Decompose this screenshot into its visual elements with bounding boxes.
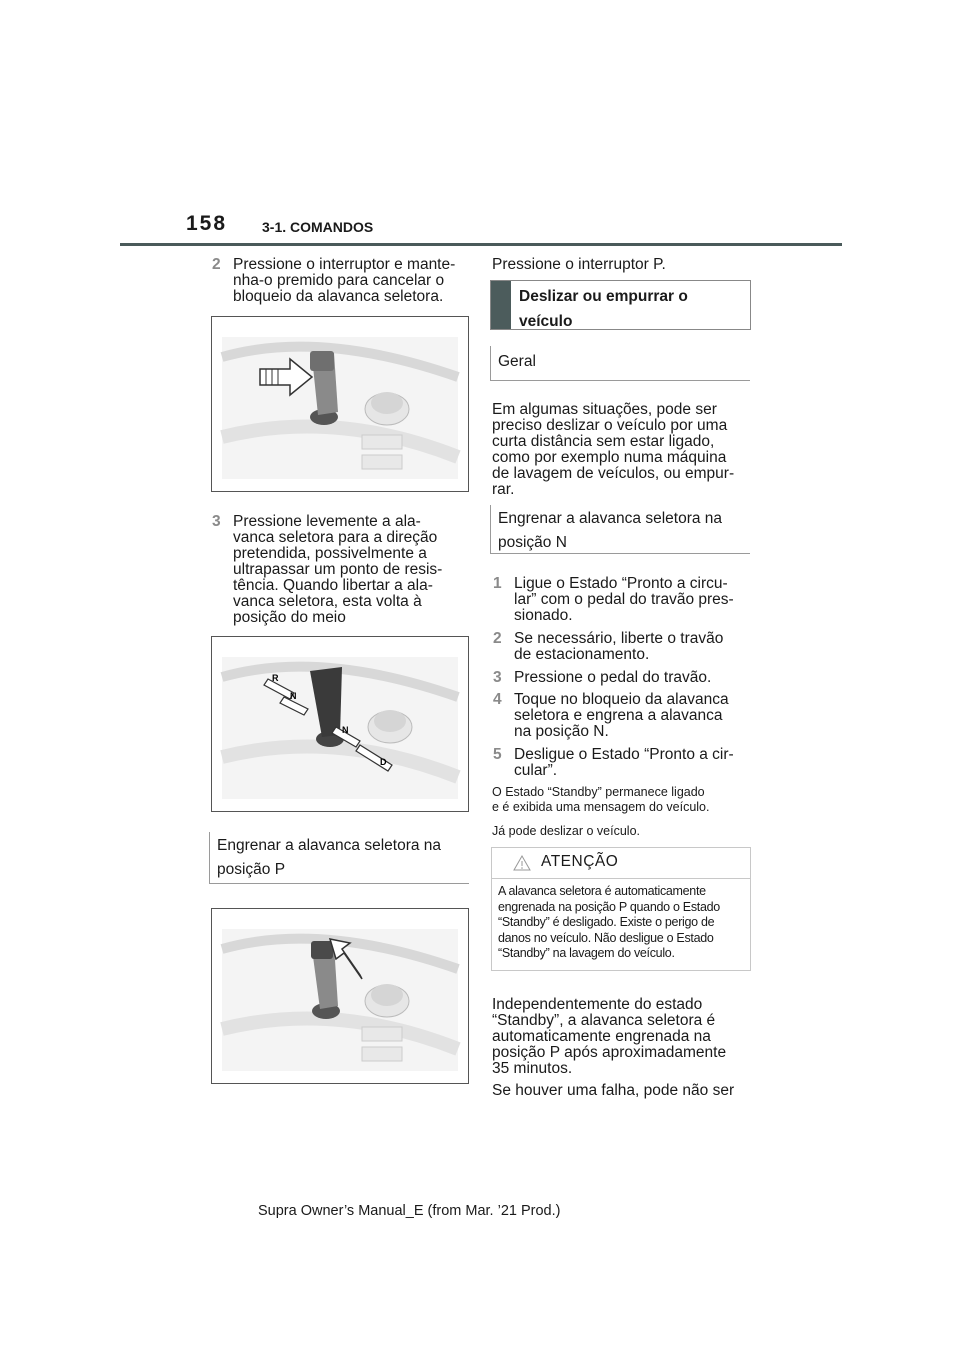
footer: Supra Owner’s Manual_E (from Mar. ’21 Prod.) (258, 1203, 561, 1219)
step-text: Pressione o pedal do travão. (514, 669, 712, 686)
step-number: 2 (493, 630, 502, 647)
list-item (493, 692, 755, 740)
warning-title: ATENÇÃO (541, 853, 619, 870)
warning-triangle-icon (513, 855, 531, 871)
label-n-lower: N (342, 725, 349, 735)
subheading-engage-n (490, 505, 750, 554)
step-number: 5 (493, 746, 502, 763)
list-item (493, 631, 755, 663)
header-rule (120, 243, 842, 246)
step-text: Se necessário, liberte o travão de estacionamento. (514, 630, 724, 663)
warning-box (491, 847, 751, 971)
standby-note: O Estado “Standby” permanece ligado e é exibida uma mensagem do veículo. (492, 785, 710, 814)
step-text: Desligue o Estado “Pronto a cir- cular”. (514, 746, 734, 779)
subheading-engage-p (209, 832, 469, 884)
step-number: 3 (493, 669, 502, 686)
can-slide-note: Já pode deslizar o veículo. (492, 824, 641, 838)
subheading-text: Geral (498, 353, 536, 370)
step-text: Pressione levemente a ala- vanca seletora para a direção pretendida, possivelmente a ultrapassar um ponto de resis- tência. Quando libertar a ala- vanca seletora, esta volta à posição do meio (233, 513, 443, 626)
figure-lock-release-button (211, 316, 469, 492)
step-number: 4 (493, 691, 502, 708)
independent-paragraph: Independentemente do estado “Standby”, a alavanca seletora é automaticamente engrenada na posição P após aproximadamente 35 minutos. (492, 996, 727, 1077)
press-p-text: Pressione o interruptor P. (492, 256, 666, 273)
heading-bar (491, 281, 511, 329)
subheading-text: Engrenar a alavanca seletora na posição P (217, 837, 442, 878)
label-r: R (272, 673, 279, 683)
step-number: 2 (212, 256, 221, 273)
figure-p-button (211, 908, 469, 1084)
page-number: 158 (186, 212, 228, 235)
fault-paragraph: Se houver uma falha, pode não ser (492, 1082, 735, 1099)
warning-header (492, 848, 750, 879)
subheading-text: Engrenar a alavanca seletora na posição N (498, 510, 723, 551)
step-number: 3 (212, 513, 221, 530)
general-paragraph: Em algumas situações, pode ser preciso deslizar o veículo por uma curta distância sem estar ligado, como por exemplo numa máquina de lavagem de veículos, ou empur- rar. (492, 401, 735, 498)
step-text: Pressione o interruptor e mante- nha-o premido para cancelar o bloqueio da alavanca seletora. (233, 256, 456, 305)
step-2-release-lock (212, 257, 472, 305)
list-item (493, 576, 755, 624)
label-n-upper: N (290, 691, 297, 701)
list-item (493, 747, 755, 779)
heading-text: Deslizar ou empurrar o veículo (519, 288, 688, 330)
step-text: Toque no bloqueio da alavanca seletora e engrena a alavanca na posição N. (514, 691, 729, 740)
subheading-general (490, 346, 750, 381)
section-heading-slide (490, 280, 751, 330)
warning-text: A alavanca seletora é automaticamente engrenada na posição P quando o Estado “Standby” é desligado. Existe o perigo de danos no veículo. Não desligue o Estado “Standby” na lavagem do veículo. (498, 884, 720, 960)
list-item (493, 670, 755, 686)
label-d: D (380, 757, 387, 767)
step-number: 1 (493, 575, 502, 592)
section-title: 3-1. COMANDOS (262, 219, 374, 235)
figure-lever-directions (211, 636, 469, 812)
step-text: Ligue o Estado “Pronto a circu- lar” com o pedal do travão pres- sionado. (514, 575, 734, 624)
step-3-move-lever (212, 514, 472, 626)
